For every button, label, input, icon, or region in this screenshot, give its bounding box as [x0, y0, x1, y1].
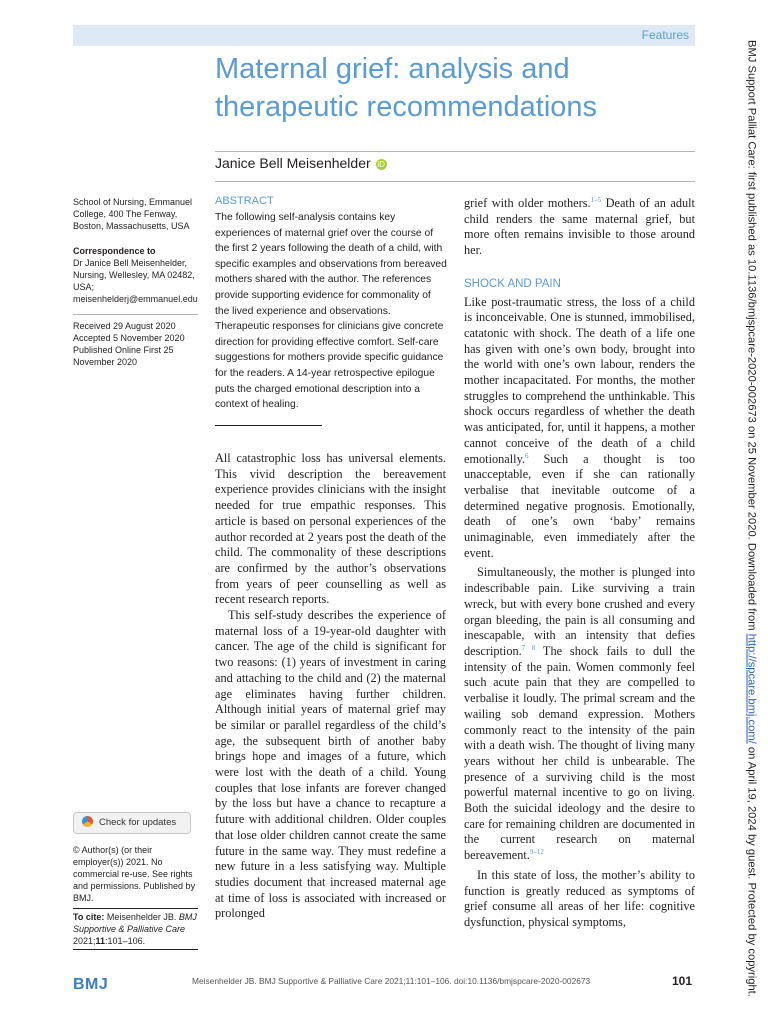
published-date: Published Online First 25 November 2020 — [73, 345, 174, 367]
author-rule — [215, 181, 695, 182]
check-updates-icon — [82, 816, 93, 827]
section-heading: SHOCK AND PAIN — [464, 277, 561, 290]
title-rule — [215, 151, 695, 152]
correspondence-text: Dr Janice Bell Meisenhelder, Nursing, Wellesley, MA 02482, USA; meisenhelderj@emmanuel.edu — [73, 258, 198, 304]
author-line — [215, 155, 387, 171]
author-name: Janice Bell Meisenhelder — [215, 155, 371, 171]
check-updates-button[interactable] — [73, 812, 191, 834]
cite-block: To cite: Meisenhelder JB. BMJ Supportive & Palliative Care 2021;11:101–106. — [73, 908, 198, 950]
section-label: Features — [641, 28, 689, 42]
page-number: 101 — [672, 974, 693, 988]
paragraph: Simultaneously, the mother is plunged into indescribable pain. Like surviving a train wreck, but with every bone crushed and every organ bleeding, the pain is all consuming and inescapable, with an intensity that defies description.$^{7 8}$ The shock fails to dull the intensity of the pain. Women commonly feel such acute pain that they are compelled to verbalise it loudly. The primal scream and the wailing sob demand expression. Mothers commonly react to the intensity of the pain with a death wish. The thought of living many years without her child is unbearable. The presence of a surviving child is the most powerful maternal incentive to go on living. Both the suicidal ideology and the desire to care for remaining children are documented in the current research on maternal bereavement.$^{9-12}$ — [464, 565, 696, 863]
accepted-date: Accepted 5 November 2020 — [73, 333, 185, 343]
orcid-icon[interactable]: iD — [377, 160, 385, 169]
reference[interactable]: 7 8 — [521, 643, 536, 652]
body-column-left — [215, 451, 446, 922]
paragraph: This self-study describes the experience of maternal loss of a 19-year-old daughter with cancer. The age of the child is significant for two reasons: (1) years of investment in caring and attaching to the child and (2) the maternal age eliminates having further children. Although initial years of maternal grief may be similar or parallel regardless of the child’s age, the subsequent birth of another baby brings hope and images of a future, which were lost with the death of a child. Young couples that lose infants are forever changed by the loss but have a chance to recapture a future with additional children. Older couples that lose older children cannot create the same future in the same way. They must redefine a new future in a less satisfying way. Multiple studies document that increased maternal age at time of loss is associated with increased or prolonged — [215, 608, 446, 921]
reference[interactable]: 9–12 — [529, 848, 544, 857]
check-updates-label: Check for updates — [99, 817, 177, 828]
paragraph: All catastrophic loss has universal elements. This vivid description the bereavement experience provides clinicians with the insight needed for true empathic responses. This article is based on personal experiences of the author recorded at 2 years post the death of the child. The commonality of these descriptions are confirmed by the author’s observations from years of peer counselling as well as recent research reports. — [215, 451, 446, 607]
paragraph: Like post-traumatic stress, the loss of a child is inconceivable. One is stunned, immobilised, catatonic with shock. The death of a life one has given with one’s own body, brought into the world with one’s own labour, renders the mother incapacitated. For months, the mother struggles to comprehend the unthinkable. This shock occurs regardless of whether the death was anticipated, for, until it happens, a mother cannot conceive of the death of a child emotionally.$^6$ Such a thought is too unacceptable, even if she can rationally verbalise that inevitable outcome of a determined negative prognosis. Emotionally, death of one’s own ‘baby’ remains unimaginable, even immediately after the event. — [464, 294, 695, 560]
body-column-right — [464, 196, 695, 931]
article-title: Maternal grief: analysis and therapeutic recommendations — [215, 53, 598, 123]
received-date: Received 29 August 2020 — [73, 321, 176, 331]
reference[interactable]: 1–5 — [590, 195, 602, 204]
paragraph: grief with older mothers.$^{1-5}$ Death of an adult child renders the same maternal grief, but more often remains invisible to those around her. — [464, 195, 695, 258]
affiliation: School of Nursing, Emmanuel College, 400 The Fenway, Boston, Massachusetts, USA — [73, 197, 193, 231]
correspondence-label: Correspondence to — [73, 246, 156, 256]
footer-citation: Meisenhelder JB. BMJ Supportive & Palliative Care 2021;11:101–106. doi:10.1136/bmjspcare-2020-002673 — [192, 976, 591, 986]
dates-block — [73, 320, 198, 368]
abstract-text: The following self-analysis contains key experiences of maternal grief over the course of the first 2 years following the death of a child, with specific examples and observations from bereaved mothers shared with the author. The references provide supporting evidence for commonality of the lived experience and observations. Therapeutic responses for clinicians give concrete direction for providing effective comfort. Self-care suggestions for mothers provide specific guidance for the readers. A 14-year retrospective epilogue puts the charged emotional description into a context of healing. — [215, 212, 447, 411]
journal-link[interactable]: http://spcare.bmj.com/ — [745, 633, 758, 744]
abstract-heading: ABSTRACT — [215, 195, 274, 207]
paragraph: In this state of loss, the mother’s ability to function is greatly reduced as symptoms of grief consume all areas of her life: cognitive dysfunction, physical symptoms, — [464, 867, 695, 929]
bmj-logo: BMJ — [73, 976, 109, 993]
download-notice: BMJ Support Palliat Care: first published as 10.1136/bmjspcare-2020-002673 on 25 November 2020. Downloaded from http://spcare.bmj.com/ on April 19, 2024 by guest. Protected by copyright. — [745, 40, 758, 997]
abstract — [215, 195, 447, 413]
abstract-rule — [215, 425, 322, 426]
correspondence-block — [73, 245, 198, 305]
sidebar-rule — [73, 314, 198, 315]
license-text: © Author(s) (or their employer(s)) 2021. No commercial re-use. See rights and permissions. Published by BMJ. — [73, 845, 196, 903]
header-band — [73, 25, 695, 46]
reference[interactable]: 6 — [525, 451, 529, 460]
